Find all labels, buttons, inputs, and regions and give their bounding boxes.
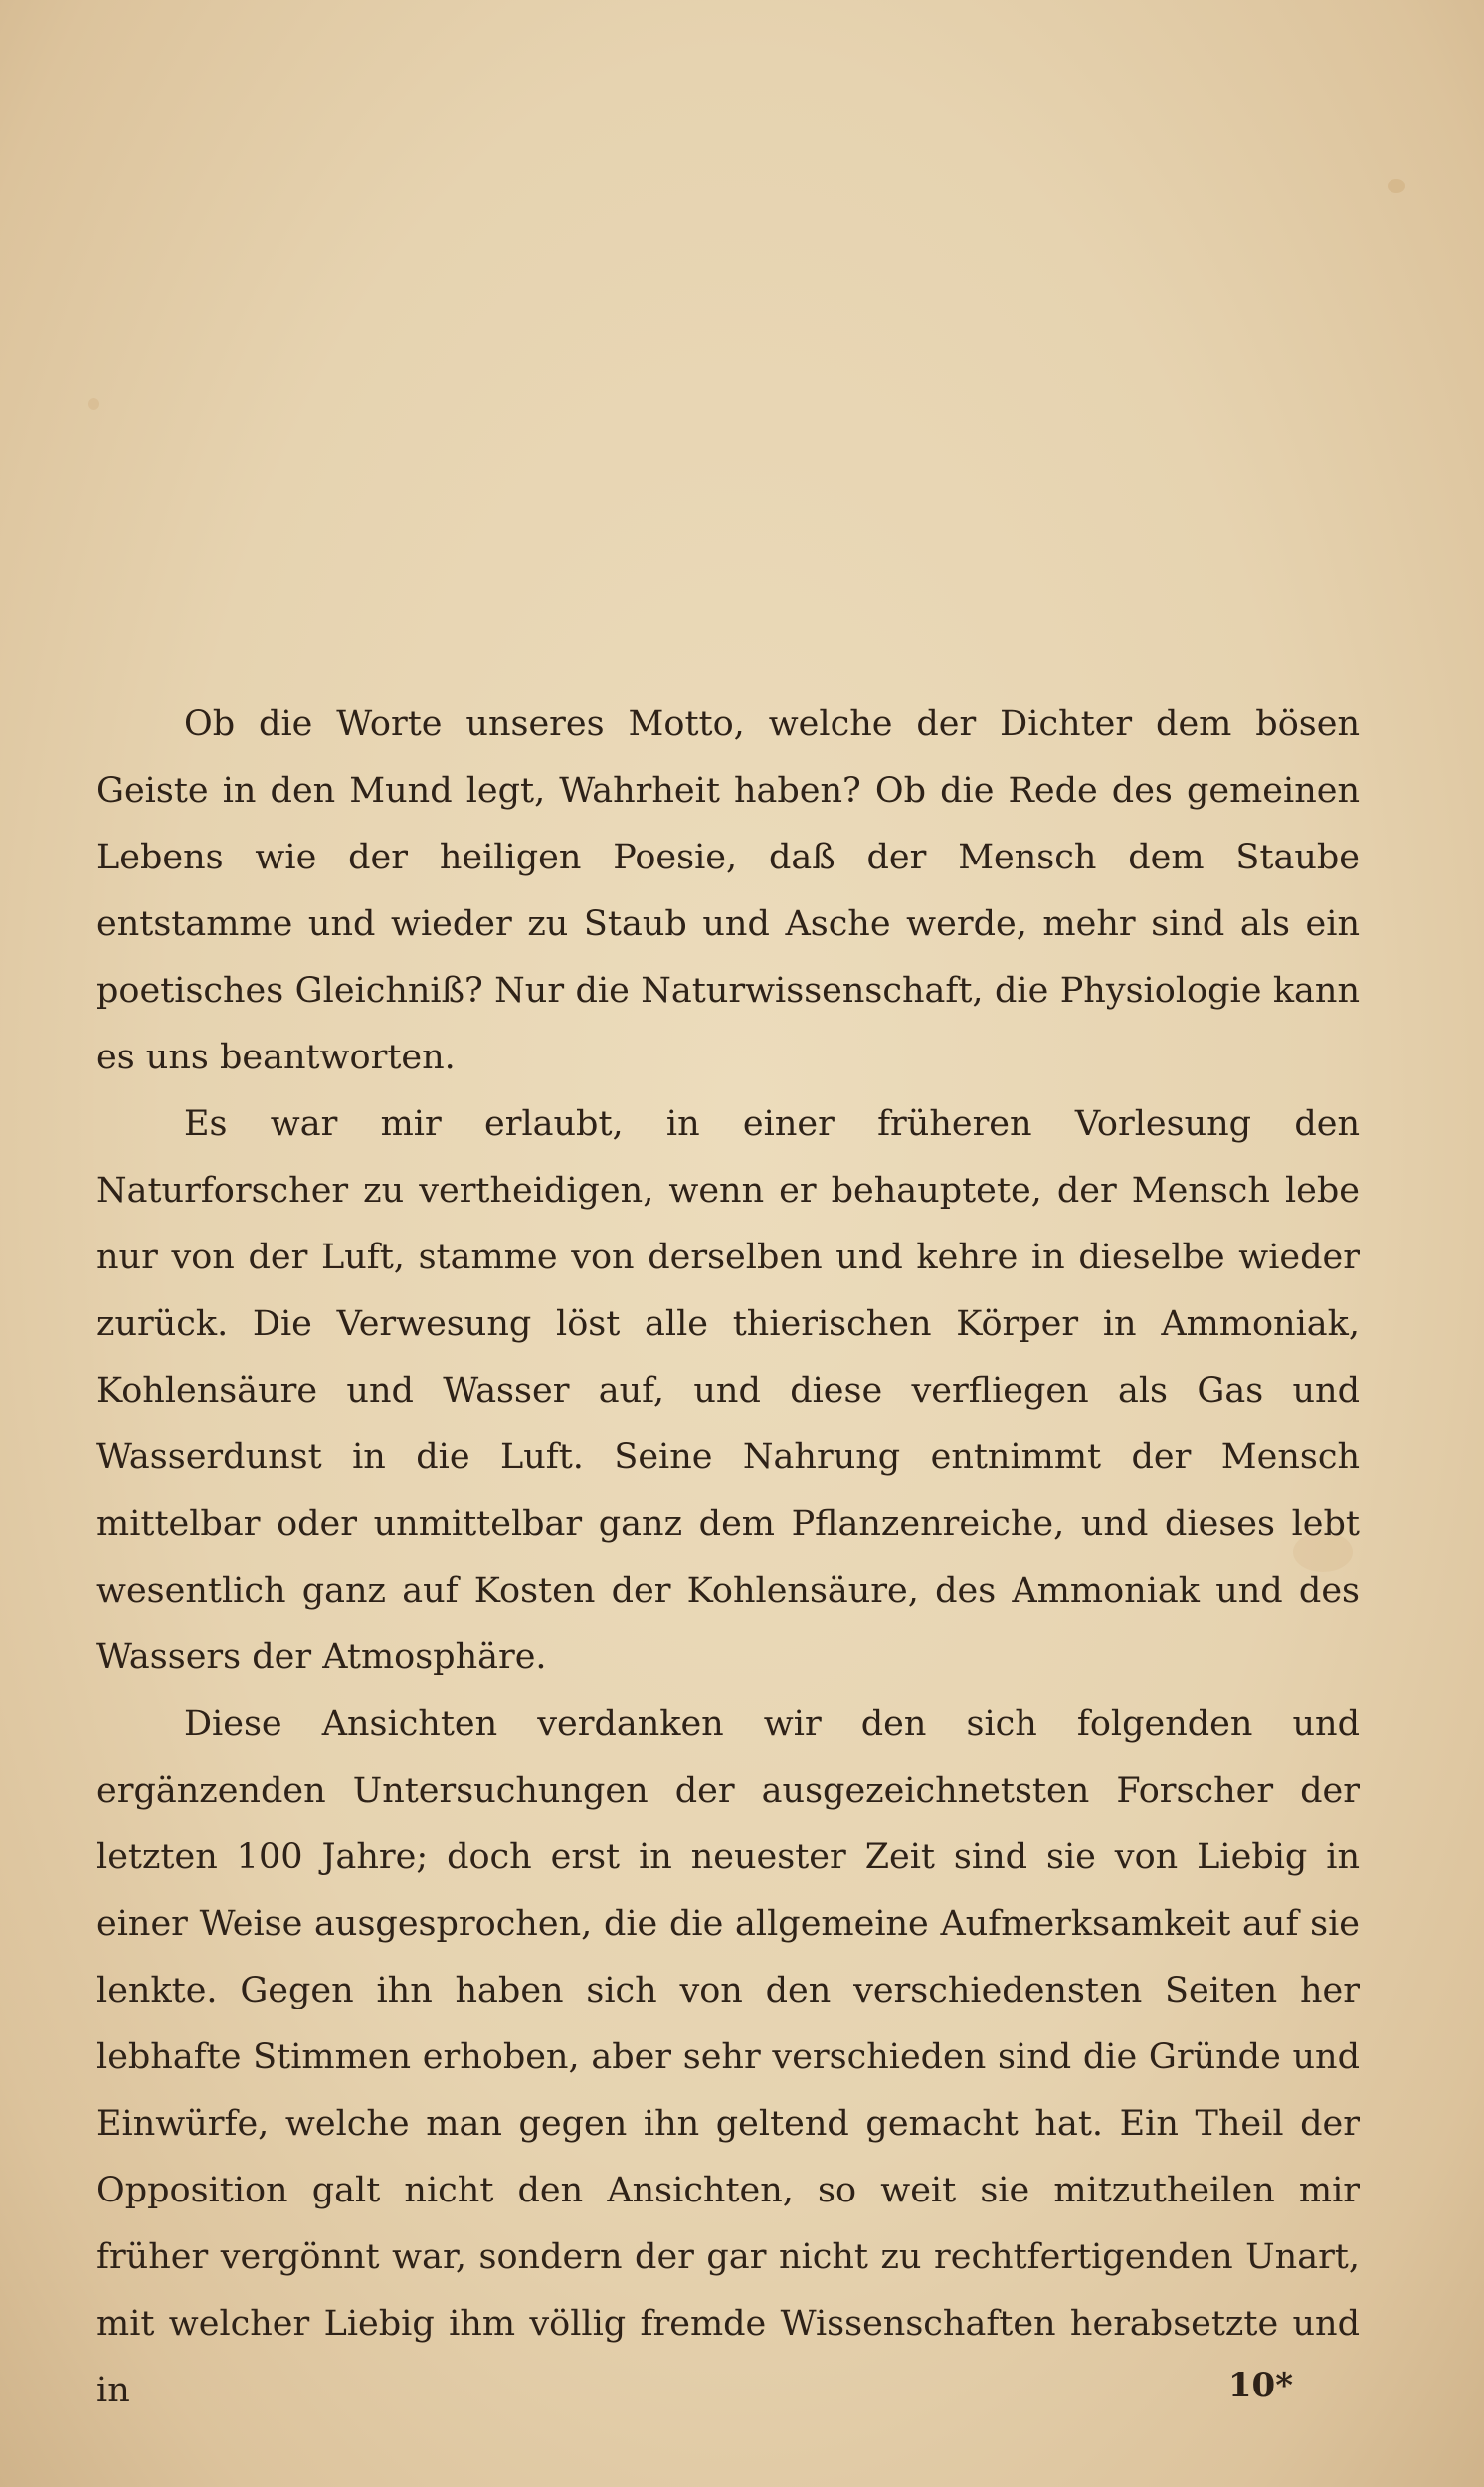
paper-stain xyxy=(1388,179,1405,193)
paragraph-2: Es war mir erlaubt, in einer früheren Vorlesung den Naturforscher zu vertheidigen, wenn er behauptete, der Mensch lebe nur von der Luft, stamme von derselben und kehre in dieselbe wieder zurück. Die Verwesung löst alle thierischen Körper in Ammoniak, Kohlensäure und Wasser auf, und diese verfliegen als Gas und Wasserdunst in die Luft. Seine Nahrung entnimmt der Mensch mittelbar oder unmittelbar ganz dem Pflanzenreiche, und dieses lebt wesentlich ganz auf Kosten der Kohlensäure, des Ammoniak und des Wassers der Atmosphäre. xyxy=(96,1104,1360,1677)
body-text xyxy=(96,691,1360,2424)
paper-stain xyxy=(88,398,99,410)
paragraph-1: Ob die Worte unseres Motto, welche der Dichter dem bösen Geiste in den Mund legt, Wahrheit haben? Ob die Rede des gemeinen Lebens wie der heiligen Poesie, daß der Mensch dem Staube entstamme und wieder zu Staub und Asche werde, mehr sind als ein poetisches Gleichniß? Nur die Naturwissenschaft, die Physiologie kann es uns beantworten. xyxy=(96,704,1360,1077)
paragraph-3: Diese Ansichten verdanken wir den sich folgenden und ergänzenden Untersuchungen der ausgezeichnetsten Forscher der letzten 100 Jahre; doch erst in neuester Zeit sind sie von Liebig in einer Weise ausgesprochen, die die allgemeine Aufmerksamkeit auf sie lenkte. Gegen ihn haben sich von den verschiedensten Seiten her lebhafte Stimmen erhoben, aber sehr verschieden sind die Gründe und Einwürfe, welche man gegen ihn geltend gemacht hat. Ein Theil der Opposition galt nicht den Ansichten, so weit sie mitzutheilen mir früher vergönnt war, sondern der gar nicht zu rechtfertigenden Unart, mit welcher Liebig ihm völlig fremde Wissenschaften herabsetzte und in xyxy=(96,1704,1360,2410)
signature-mark: 10* xyxy=(1227,2366,1293,2405)
